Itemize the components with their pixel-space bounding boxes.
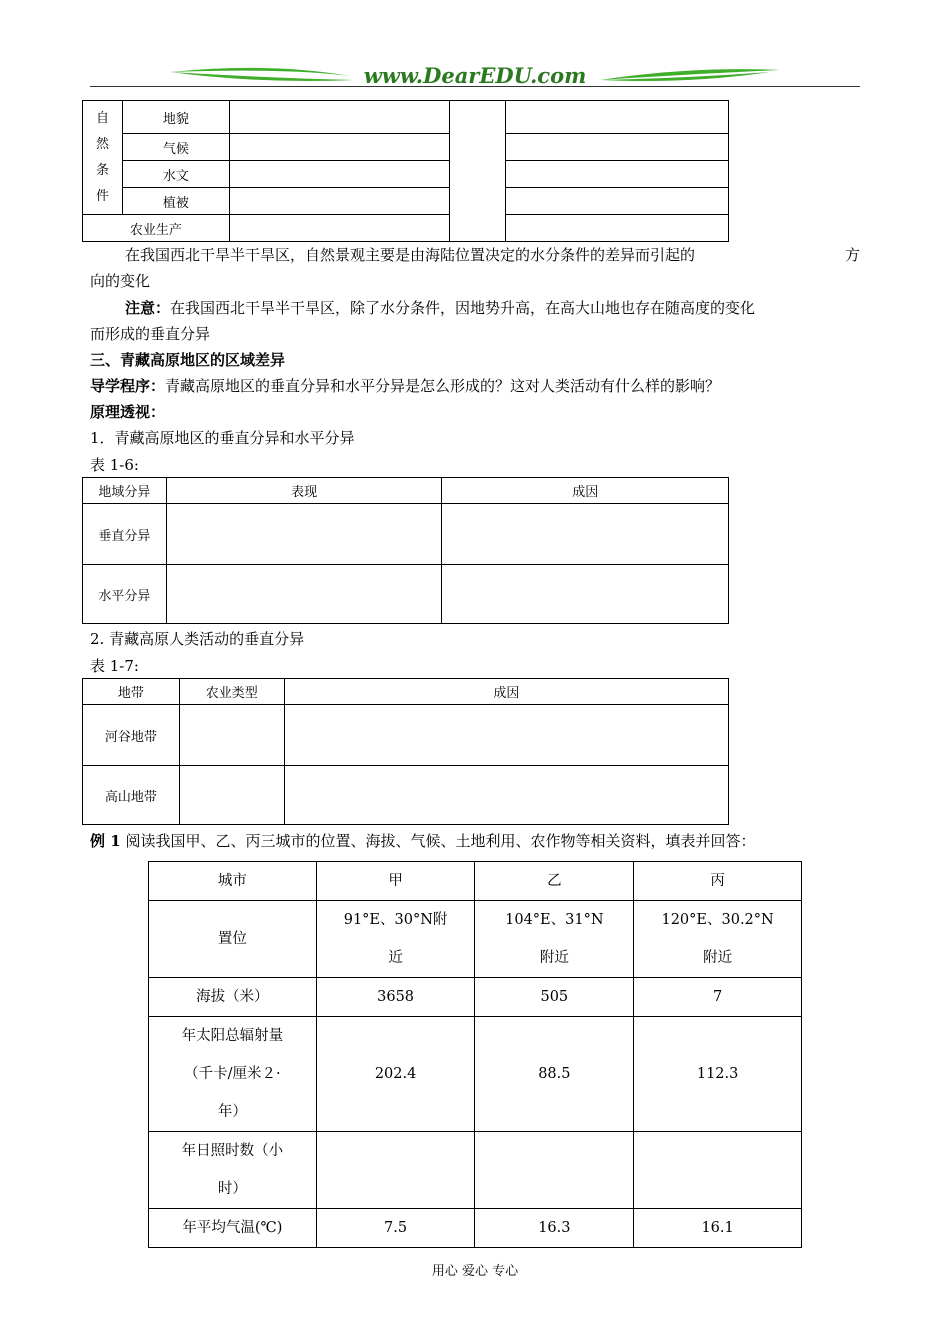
position-cell [475, 901, 634, 978]
header-rule [90, 86, 860, 87]
para1-tail: 方 [845, 246, 861, 264]
blank-cell [284, 766, 728, 825]
row-label: 农业生产 [83, 215, 230, 242]
blank-cell [166, 504, 442, 565]
header-cell: 成因 [442, 478, 729, 504]
blank-cell [179, 766, 284, 825]
position-cell [316, 901, 475, 978]
header-cell: 甲 [316, 862, 475, 901]
header-cell: 城市 [149, 862, 317, 901]
row-label: 年平均气温(℃) [149, 1209, 317, 1248]
blank-cell [506, 215, 729, 242]
row-label: 水平分异 [83, 565, 167, 624]
blank-cell [229, 188, 450, 215]
group-char: 自 [95, 110, 109, 126]
guide-text: 青藏高原地区的垂直分异和水平分异是怎么形成的？这对人类活动有什么样的影响？ [165, 377, 721, 395]
position-line: 附近 [539, 950, 569, 966]
blank-cell [229, 134, 450, 161]
group-char: 件 [95, 188, 109, 204]
altitude-cell: 7 [634, 978, 802, 1017]
row-label: 垂直分异 [83, 504, 167, 565]
blank-cell [442, 565, 729, 624]
header-cell: 地带 [83, 679, 180, 705]
label-line: 年日照时数（小 [181, 1143, 284, 1159]
altitude-cell: 505 [475, 978, 634, 1017]
table-1-6 [82, 477, 729, 624]
blank-cell [316, 1132, 475, 1209]
table17-caption: 表 1-7: [90, 657, 139, 675]
header-cell: 表现 [166, 478, 442, 504]
label-line: （千卡/厘米２· [184, 1066, 281, 1082]
blank-cell [284, 705, 728, 766]
header-cell: 乙 [475, 862, 634, 901]
row-label: 海拔（米） [149, 978, 317, 1017]
section-title: 三、青藏高原地区的区域差异 [90, 351, 286, 369]
group-char: 条 [95, 162, 109, 178]
group-label-cell [83, 101, 123, 215]
position-line: 120°E、30.2°N [661, 912, 774, 928]
blank-cell [506, 188, 729, 215]
blank-cell [229, 101, 450, 134]
item2-text: 2. 青藏高原人类活动的垂直分异 [90, 630, 305, 648]
row-label: 水文 [122, 161, 229, 188]
header-cell: 地域分异 [83, 478, 167, 504]
para1-text: 在我国西北干旱半干旱区，自然景观主要是由海陆位置决定的水分条件的差异而引起的 [125, 246, 696, 264]
row-label: 置位 [149, 901, 317, 978]
label-line: 年太阳总辐射量 [181, 1028, 284, 1044]
header-cell: 丙 [634, 862, 802, 901]
radiation-cell: 88.5 [475, 1017, 634, 1132]
blank-cell [506, 101, 729, 134]
nature-conditions-table [82, 100, 729, 242]
radiation-cell: 112.3 [634, 1017, 802, 1132]
temp-cell: 16.3 [475, 1209, 634, 1248]
site-logo-text: www.DearEDU.com [363, 63, 587, 88]
para2-line2: 而形成的垂直分异 [90, 325, 211, 343]
header-cell: 农业类型 [179, 679, 284, 705]
example-label: 例 1 [90, 832, 121, 850]
blank-cell [506, 134, 729, 161]
altitude-cell: 3658 [316, 978, 475, 1017]
table-1-7 [82, 678, 729, 825]
position-line: 91°E、30°N附 [343, 912, 448, 928]
note-label: 注意： [125, 299, 171, 317]
blank-cell [229, 161, 450, 188]
blank-cell [450, 101, 506, 242]
row-label [149, 1132, 317, 1209]
position-line: 附近 [703, 950, 733, 966]
header-cell: 成因 [284, 679, 728, 705]
blank-cell [442, 504, 729, 565]
position-line: 近 [388, 950, 403, 966]
label-line: 年） [217, 1104, 247, 1120]
footer-text: 用心 爱心 专心 [431, 1264, 519, 1279]
row-label: 气候 [122, 134, 229, 161]
blank-cell [166, 565, 442, 624]
temp-cell: 16.1 [634, 1209, 802, 1248]
radiation-cell: 202.4 [316, 1017, 475, 1132]
blank-cell [475, 1132, 634, 1209]
row-label: 地貌 [122, 101, 229, 134]
guide-label: 导学程序： [90, 377, 166, 395]
para1-line2: 向的变化 [90, 272, 151, 290]
blank-cell [179, 705, 284, 766]
principle-label: 原理透视： [90, 403, 166, 421]
example-text: 阅读我国甲、乙、丙三城市的位置、海拔、气候、土地利用、农作物等相关资料，填表并回答： [125, 832, 756, 850]
temp-cell: 7.5 [316, 1209, 475, 1248]
label-line: 时） [217, 1181, 247, 1197]
item1-text: 1．青藏高原地区的垂直分异和水平分异 [90, 429, 355, 447]
blank-cell [506, 161, 729, 188]
row-label: 高山地带 [83, 766, 180, 825]
position-cell [634, 901, 802, 978]
position-line: 104°E、31°N [505, 912, 604, 928]
row-label [149, 1017, 317, 1132]
row-label: 河谷地带 [83, 705, 180, 766]
note-text: 在我国西北干旱半干旱区，除了水分条件，因地势升高，在高大山地也存在随高度的变化 [170, 299, 756, 317]
cities-table [148, 861, 802, 1248]
blank-cell [634, 1132, 802, 1209]
blank-cell [229, 215, 450, 242]
table16-caption: 表 1-6: [90, 456, 139, 474]
group-char: 然 [95, 136, 109, 152]
row-label: 植被 [122, 188, 229, 215]
